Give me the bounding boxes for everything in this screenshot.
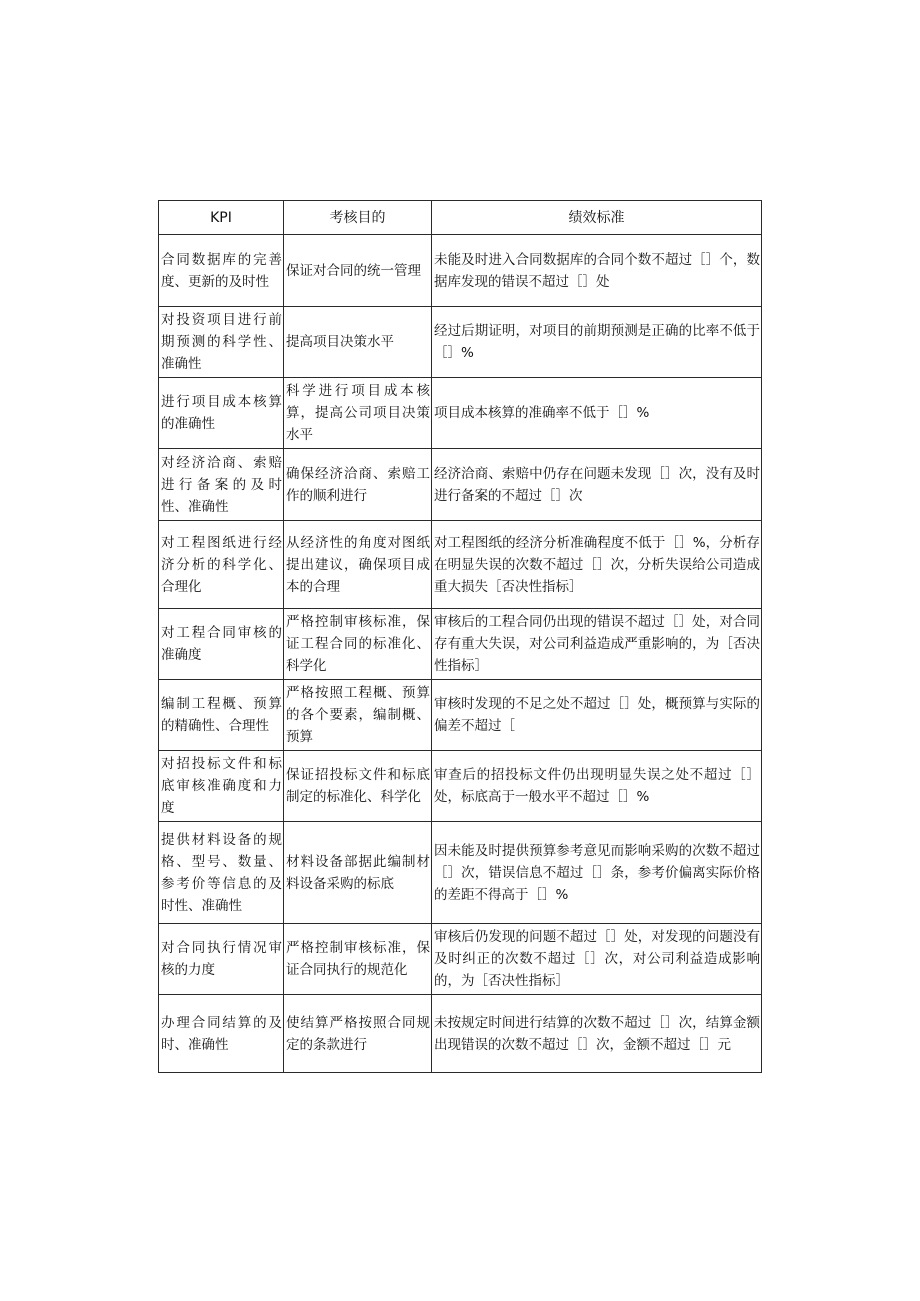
table-row [159,751,762,822]
kpi-cell: 合同数据库的完善度、更新的及时性 [159,235,284,307]
standard-cell: 因未能及时提供预算参考意见而影响采购的次数不超过［］次，错误信息不超过［］条，参考价偏离实际价格的差距不得高于［］% [432,822,762,924]
kpi-cell: 进行项目成本核算的准确性 [159,378,284,449]
kpi-cell: 办理合同结算的及时、准确性 [159,995,284,1073]
table-row [159,924,762,995]
kpi-cell: 对招投标文件和标底审核准确度和力度 [159,751,284,822]
purpose-cell: 科学进行项目成本核算，提高公司项目决策水平 [284,378,432,449]
kpi-cell: 对工程图纸进行经济分析的科学化、合理化 [159,521,284,609]
standard-cell: 审核时发现的不足之处不超过［］处，概预算与实际的偏差不超过［ [432,680,762,751]
standard-cell: 审核后仍发现的问题不超过［］处，对发现的问题没有及时纠正的次数不超过［］次，对公司利益造成影响的，为［否决性指标］ [432,924,762,995]
standard-cell: 未按规定时间进行结算的次数不超过［］次，结算金额出现错误的次数不超过［］次，金额不超过［］元 [432,995,762,1073]
standard-cell: 项目成本核算的准确率不低于［］% [432,378,762,449]
table-row [159,235,762,307]
table-row [159,449,762,521]
table-row [159,822,762,924]
purpose-cell: 严格按照工程概、预算的各个要素，编制概、预算 [284,680,432,751]
table-row [159,609,762,680]
purpose-cell: 保证招投标文件和标底制定的标准化、科学化 [284,751,432,822]
standard-cell: 审核后的工程合同仍出现的错误不超过［］处，对合同存有重大失误，对公司利益造成严重影响的，为［否决性指标］ [432,609,762,680]
purpose-cell: 从经济性的角度对图纸提出建议，确保项目成本的合理 [284,521,432,609]
purpose-cell: 提高项目决策水平 [284,307,432,378]
standard-cell: 经过后期证明，对项目的前期预测是正确的比率不低于［］% [432,307,762,378]
table-row [159,995,762,1073]
purpose-cell: 严格控制审核标准，保证工程合同的标准化、科学化 [284,609,432,680]
table-row [159,378,762,449]
kpi-table [158,200,762,1073]
header-purpose: 考核目的 [284,201,432,235]
purpose-cell: 严格控制审核标准，保证合同执行的规范化 [284,924,432,995]
header-kpi: KPI [159,201,284,235]
kpi-cell: 对经济洽商、索赔进行备案的及时性、准确性 [159,449,284,521]
table-row [159,680,762,751]
standard-cell: 经济洽商、索赔中仍存在问题未发现［］次，没有及时进行备案的不超过［］次 [432,449,762,521]
purpose-cell: 保证对合同的统一管理 [284,235,432,307]
table-row [159,307,762,378]
kpi-cell: 提供材料设备的规格、型号、数量、参考价等信息的及时性、准确性 [159,822,284,924]
kpi-cell: 对投资项目进行前期预测的科学性、准确性 [159,307,284,378]
kpi-cell: 对合同执行情况审核的力度 [159,924,284,995]
table-row [159,521,762,609]
kpi-cell: 编制工程概、预算的精确性、合理性 [159,680,284,751]
table-header-row [159,201,762,235]
purpose-cell: 确保经济洽商、索赔工作的顺利进行 [284,449,432,521]
purpose-cell: 使结算严格按照合同规定的条款进行 [284,995,432,1073]
header-standard: 绩效标准 [432,201,762,235]
standard-cell: 审查后的招投标文件仍出现明显失误之处不超过［］处，标底高于一般水平不超过［］% [432,751,762,822]
kpi-cell: 对工程合同审核的准确度 [159,609,284,680]
standard-cell: 对工程图纸的经济分析准确程度不低于［］%，分析存在明显失误的次数不超过［］次，分析失误给公司造成重大损失［否决性指标］ [432,521,762,609]
standard-cell: 未能及时进入合同数据库的合同个数不超过［］个，数据库发现的错误不超过［］处 [432,235,762,307]
purpose-cell: 材料设备部据此编制材料设备采购的标底 [284,822,432,924]
